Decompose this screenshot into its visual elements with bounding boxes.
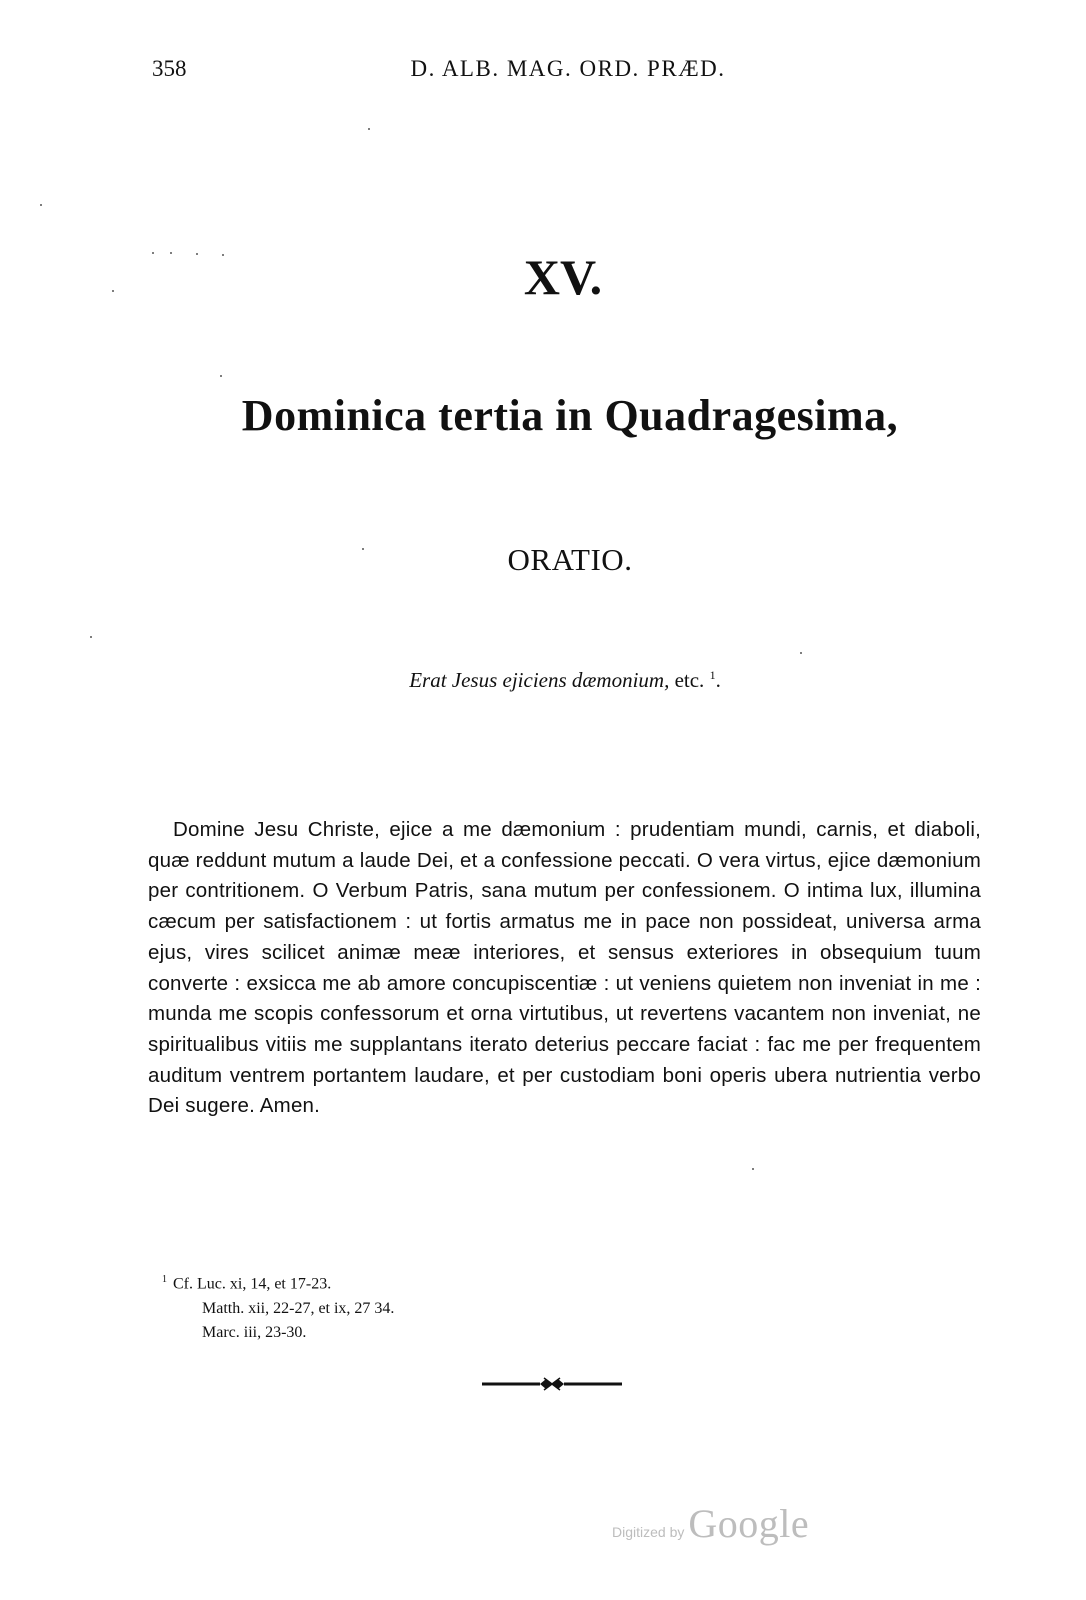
footnote-line [162,1268,394,1297]
running-head: D. ALB. MAG. ORD. PRÆD. [410,56,726,81]
scan-speck [800,652,802,654]
epigraph-end: . [715,668,721,692]
epigraph-quote: Erat Jesus ejiciens dæmonium, [409,668,670,692]
scan-speck [222,254,224,256]
scan-speck [220,375,222,377]
body-paragraph: Domine Jesu Christe, ejice a me dæmonium : prudentiam mundi, carnis, et diaboli, quæ reddunt mutum a laude Dei, et a confessione peccati. O vera virtus, ejice dæmonium per contritionem. O Verbum Patris, sana mutum per confessionem. O intima lux, illumina cæcum per satisfactionem : ut fortis armatus me in pace non possideat, universa arma ejus, vires scilicet animæ meæ interiores, et sensus exteriores in obsequium tuum converte : exsicca me ab amore concupiscentiæ : ut veniens quietem non inveniat in me : munda me scopis confessorum et orna virtutibus, ut revertens vacantem non inveniat, ne spiritualibus vitiis me supplantans iterato deterius peccare faciat : fac me per frequentem auditum ventrem portantem laudare, et per custodiam boni operis ubera nutrientia verbo Dei sugere. Amen. [148,818,981,1118]
scan-speck [752,1168,754,1170]
footnote-marker: 1 [162,1274,167,1285]
epigraph-etc: etc. [669,668,710,692]
footnote-text-3: Marc. iii, 23-30. [202,1324,307,1342]
ornament-divider [482,1376,622,1392]
scan-speck [112,290,114,292]
footnote-text-2: Matth. xii, 22-27, et ix, 27 34. [202,1299,395,1317]
scan-speck [362,548,364,550]
subheading: ORATIO. [507,542,633,577]
google-logo: Google [688,1501,810,1546]
scan-speck [40,204,42,206]
section-number: XV. [523,249,603,305]
page-number: 358 [152,56,187,81]
scan-speck [152,252,154,254]
page-title: Dominica tertia in Quadragesima, [241,391,899,440]
watermark-prefix: Digitized by [612,1524,685,1540]
footnote-text-1: Cf. Luc. xi, 14, et 17-23. [173,1275,332,1293]
footnote [162,1268,394,1346]
scan-speck [170,252,172,254]
digitized-watermark [612,1500,809,1547]
scan-speck [368,128,370,130]
scan-speck [196,253,198,255]
footnote-reference: 1 [709,668,716,682]
scan-speck [90,636,92,638]
epigraph [0,668,1086,693]
